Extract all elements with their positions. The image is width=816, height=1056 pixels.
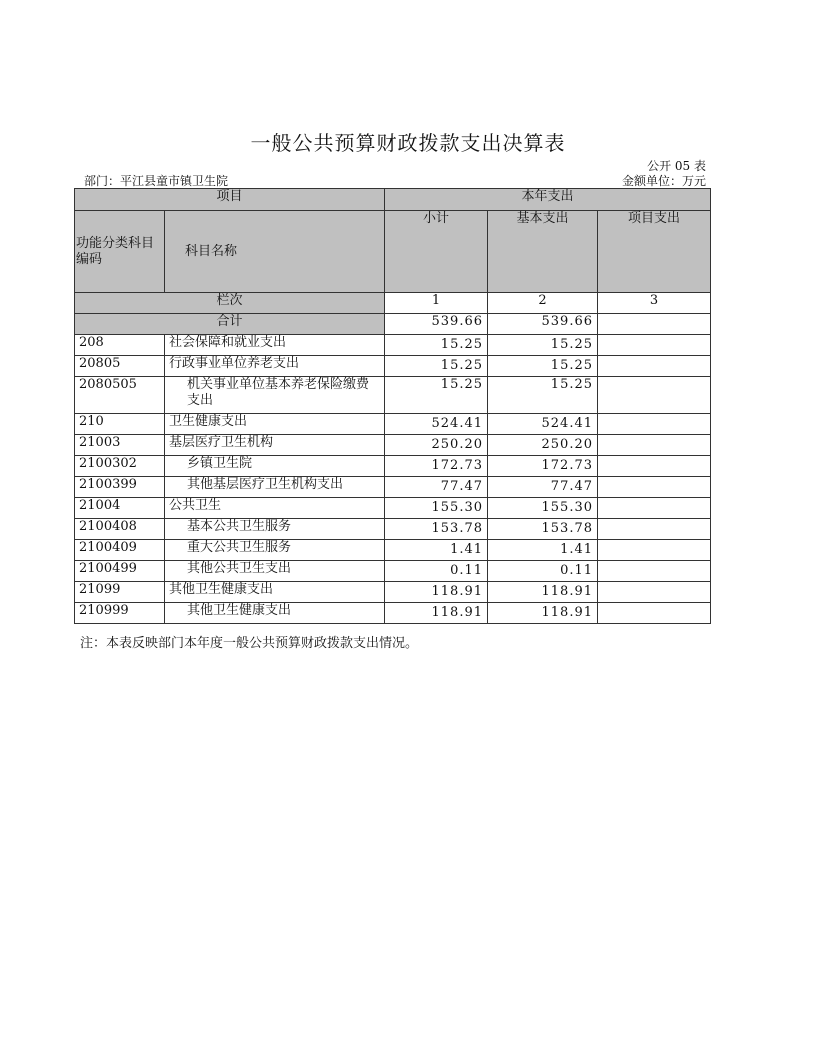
total-label: 合计 [75,314,385,335]
row-basic: 250.20 [488,435,598,456]
row-basic: 155.30 [488,498,598,519]
row-code: 2100499 [75,561,165,582]
total-project [598,314,711,335]
table-row [75,456,711,477]
header-subtotal: 小计 [385,211,488,293]
row-code: 21099 [75,582,165,603]
amount-unit-label: 金额单位：万元 [621,174,706,188]
expenditure-table [74,188,711,624]
row-basic: 15.25 [488,335,598,356]
header-basic: 基本支出 [488,211,598,293]
row-basic: 0.11 [488,561,598,582]
table-row [75,414,711,435]
row-name: 公共卫生 [165,498,385,519]
row-code: 2100408 [75,519,165,540]
row-subtotal: 15.25 [385,335,488,356]
row-code: 2100399 [75,477,165,498]
row-code: 21003 [75,435,165,456]
row-basic: 153.78 [488,519,598,540]
row-basic: 15.25 [488,356,598,377]
column-index-3: 3 [598,293,711,314]
table-row [75,356,711,377]
row-basic: 77.47 [488,477,598,498]
table-row [75,335,711,356]
row-basic: 118.91 [488,603,598,624]
row-project [598,356,711,377]
row-project [598,435,711,456]
row-subtotal: 118.91 [385,603,488,624]
footnote: 注：本表反映部门本年度一般公共预算财政拨款支出情况。 [80,636,419,651]
row-name: 其他卫生健康支出 [165,603,385,624]
table-row [75,435,711,456]
row-subtotal: 118.91 [385,582,488,603]
row-name: 机关事业单位基本养老保险缴费支出 [165,377,385,414]
row-subtotal: 155.30 [385,498,488,519]
row-name: 重大公共卫生服务 [165,540,385,561]
row-subtotal: 153.78 [385,519,488,540]
row-name: 社会保障和就业支出 [165,335,385,356]
row-name: 其他公共卫生支出 [165,561,385,582]
row-project [598,377,711,414]
table-row [75,477,711,498]
row-subtotal: 172.73 [385,456,488,477]
row-project [598,414,711,435]
total-subtotal: 539.66 [385,314,488,335]
row-basic: 15.25 [488,377,598,414]
row-subtotal: 15.25 [385,377,488,414]
header-code: 功能分类科目编码 [75,211,165,293]
row-project [598,603,711,624]
row-basic: 524.41 [488,414,598,435]
header-name: 科目名称 [165,211,385,293]
table-row [75,561,711,582]
row-name: 行政事业单位养老支出 [165,356,385,377]
row-code: 2080505 [75,377,165,414]
header-project-expenditure: 项目支出 [598,211,711,293]
header-project: 项目 [75,189,385,211]
row-name: 基本公共卫生服务 [165,519,385,540]
row-code: 2100409 [75,540,165,561]
row-code: 2100302 [75,456,165,477]
column-index-row [75,293,711,314]
row-name: 卫生健康支出 [165,414,385,435]
column-index-label: 栏次 [75,293,385,314]
row-project [598,582,711,603]
row-subtotal: 77.47 [385,477,488,498]
row-basic: 1.41 [488,540,598,561]
row-project [598,477,711,498]
row-code: 208 [75,335,165,356]
row-subtotal: 250.20 [385,435,488,456]
row-code: 210999 [75,603,165,624]
row-basic: 172.73 [488,456,598,477]
table-row [75,498,711,519]
header-row-top [75,189,711,211]
table-row [75,519,711,540]
row-project [598,519,711,540]
column-index-2: 2 [488,293,598,314]
form-number: 公开 05 表 [647,159,706,173]
row-project [598,335,711,356]
table-row [75,603,711,624]
row-subtotal: 15.25 [385,356,488,377]
header-row-columns [75,211,711,293]
row-code: 20805 [75,356,165,377]
row-code: 21004 [75,498,165,519]
row-project [598,561,711,582]
row-name: 基层医疗卫生机构 [165,435,385,456]
row-subtotal: 1.41 [385,540,488,561]
total-basic: 539.66 [488,314,598,335]
row-code: 210 [75,414,165,435]
row-project [598,498,711,519]
row-name: 其他基层医疗卫生机构支出 [165,477,385,498]
column-index-1: 1 [385,293,488,314]
page-title: 一般公共预算财政拨款支出决算表 [250,131,566,155]
row-subtotal: 524.41 [385,414,488,435]
table-row [75,377,711,414]
row-name: 乡镇卫生院 [165,456,385,477]
row-basic: 118.91 [488,582,598,603]
row-name: 其他卫生健康支出 [165,582,385,603]
row-project [598,456,711,477]
table-row [75,582,711,603]
total-row [75,314,711,335]
header-current-year: 本年支出 [385,189,711,211]
table-row [75,540,711,561]
department-label: 部门：平江县童市镇卫生院 [84,174,229,188]
row-project [598,540,711,561]
row-subtotal: 0.11 [385,561,488,582]
